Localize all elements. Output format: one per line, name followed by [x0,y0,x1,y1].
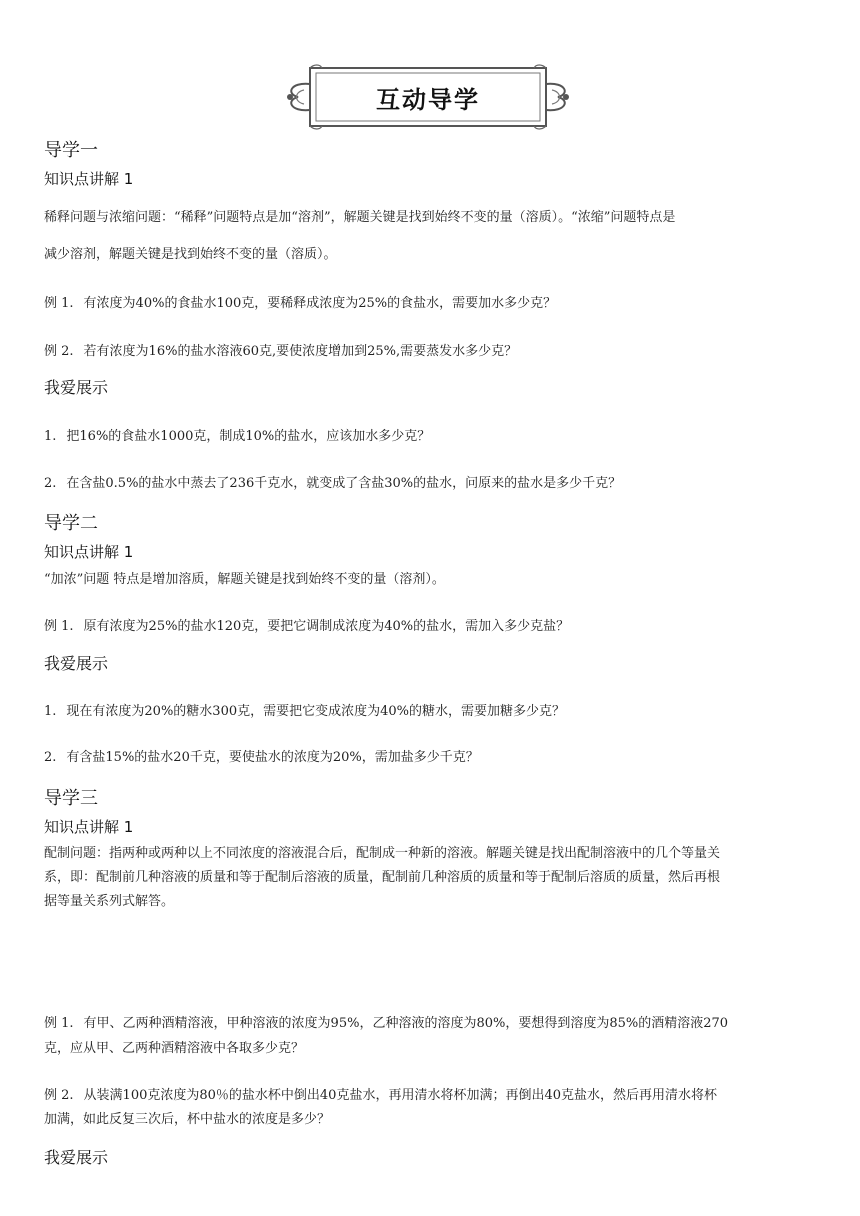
section-2-explain-line-1: “加浓”问题 特点是增加溶质，解题关键是找到始终不变的量（溶剂）。 [44,572,445,587]
section-2-question-1 [44,700,565,719]
example-text: 原有浓度为25%的盐水120克，要把它调制成浓度为40%的盐水，需加入多少克盐？ [83,619,570,634]
section-3-example-2-line-2: 加满，如此反复三次后，杯中盐水的浓度是多少？ [44,1112,331,1127]
example-text: 有甲、乙两种酒精溶液，甲种溶液的浓度为95%，乙种溶液的溶度为80%，要想得到溶度为85%的酒精溶液270 [83,1016,729,1031]
section-1-explain-line-1: 稀释问题与浓缩问题：“稀释”问题特点是加“溶剂”，解题关键是找到始终不变的量（溶质）。“浓缩”问题特点是 [44,210,676,225]
section-2-heading: 导学二 [44,513,98,534]
section-2-question-2 [44,746,479,765]
section-3-explain-line-1: 配制问题：指两种或两种以上不同浓度的溶液混合后，配制成一种新的溶液。解题关键是找出配制溶液中的几个等量关 [44,846,721,861]
section-3-example-1-line-2: 克，应从甲、乙两种酒精溶液中各取多少克？ [44,1041,305,1056]
example-number: 例 2. [44,344,74,359]
section-1-question-1 [44,425,430,444]
title-banner [280,64,576,130]
example-text: 有浓度为40%的食盐水100克，要稀释成浓度为25%的食盐水，需要加水多少克？ [83,296,557,311]
example-text: 从装满100克浓度为80％的盐水杯中倒出40克盐水，再用清水将杯加满；再倒出40克盐水，然后再用清水将杯 [83,1088,717,1103]
question-number: 1. [44,704,57,719]
section-2-knowledge-title: 知识点讲解 1 [44,543,134,561]
section-1-question-2 [44,472,621,491]
section-3-explain-line-3: 据等量关系列式解答。 [44,894,175,909]
question-number: 2. [44,476,57,491]
section-1-knowledge-title: 知识点讲解 1 [44,170,134,188]
example-number: 例 2. [44,1088,74,1103]
question-number: 1. [44,429,57,444]
section-1-show-title: 我爱展示 [44,378,109,397]
example-text: 若有浓度为16%的盐水溶液60克,要使浓度增加到25%,需要蒸发水多少克？ [83,344,518,359]
section-3-example-1-line-1 [44,1012,728,1031]
question-number: 2. [44,750,57,765]
section-1-heading: 导学一 [44,140,98,161]
question-text: 现在有浓度为20%的糖水300克，需要把它变成浓度为40%的糖水，需要加糖多少克？ [66,704,566,719]
section-2-example-1 [44,615,569,634]
section-1-explain-line-2: 减少溶剂，解题关键是找到始终不变的量（溶质）。 [44,247,337,262]
section-3-explain-line-2: 系，即：配制前几种溶液的质量和等于配制后溶液的质量，配制前几种溶质的质量和等于配制后溶质的质量，然后再根 [44,870,721,885]
section-1-example-2 [44,340,517,359]
banner-title: 互动导学 [376,86,480,114]
section-3-show-title: 我爱展示 [44,1148,109,1167]
section-1-example-1 [44,292,556,311]
section-3-knowledge-title: 知识点讲解 1 [44,818,134,836]
section-3-example-2-line-1 [44,1084,717,1103]
question-text: 在含盐0.5%的盐水中蒸去了236千克水，就变成了含盐30%的盐水，问原来的盐水是多少千克？ [66,476,622,491]
question-text: 把16%的食盐水1000克，制成10%的盐水，应该加水多少克？ [66,429,431,444]
section-2-show-title: 我爱展示 [44,654,109,673]
question-text: 有含盐15%的盐水20千克，要使盐水的浓度为20%，需加盐多少千克？ [66,750,479,765]
example-number: 例 1. [44,619,74,634]
example-number: 例 1. [44,1016,74,1031]
section-3-heading: 导学三 [44,788,98,809]
example-number: 例 1. [44,296,74,311]
